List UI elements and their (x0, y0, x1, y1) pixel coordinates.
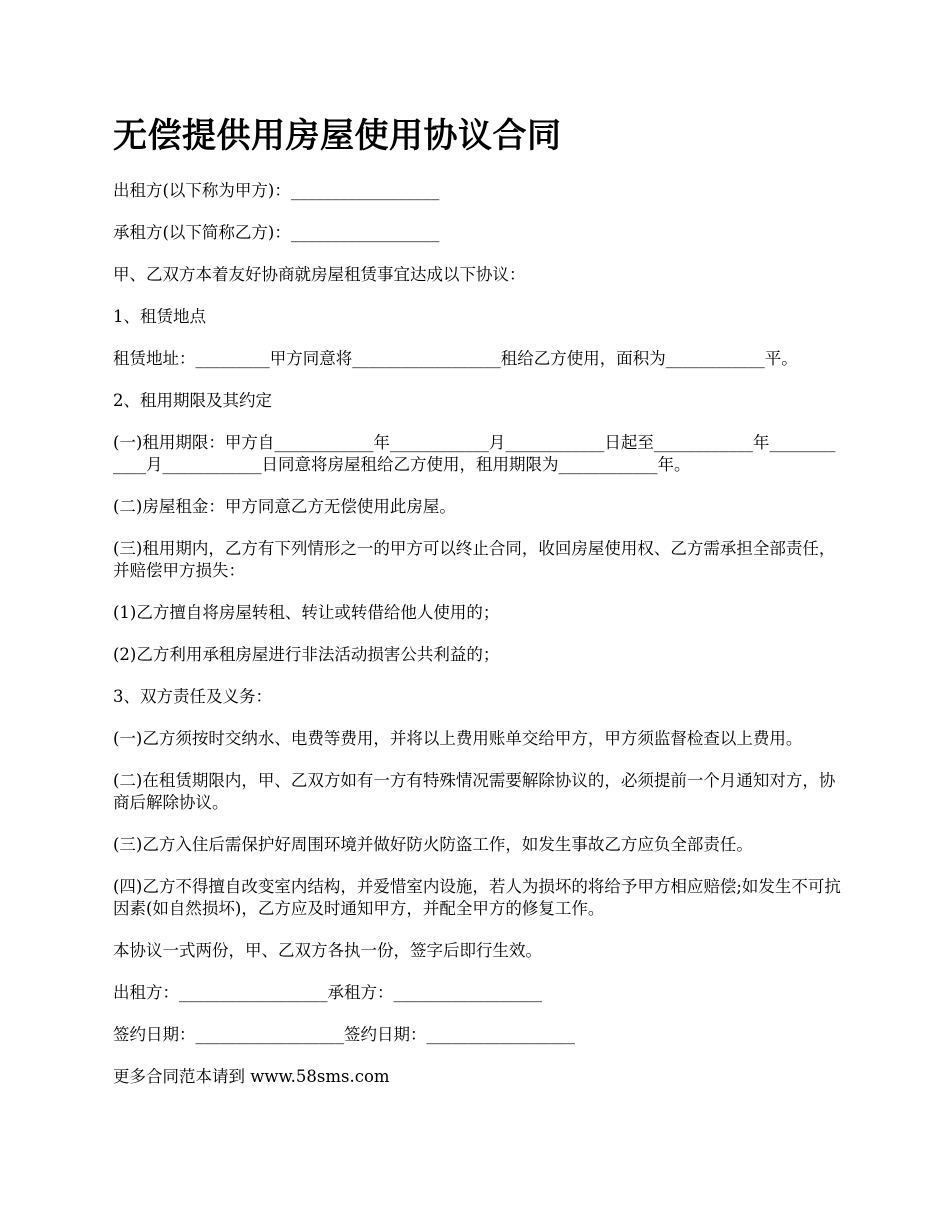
document-title: 无偿提供用房屋使用协议合同 (113, 116, 562, 156)
effectiveness-clause: 本协议一式两份，甲、乙双方各执一份，签字后即行生效。 (113, 941, 542, 960)
footer-more-templates: 更多合同范本请到 www.58sms.com (113, 1067, 390, 1086)
duty-clause-2: (二)在租赁期限内，甲、乙双方如有一方有特殊情况需要解除协议的，必须提前一个月通知对方，协商后解除协议。 (113, 771, 836, 812)
lessor-line: 出租方(以下称为甲方)：__________________ (113, 181, 440, 200)
termination-item-1: (1)乙方擅自将房屋转租、转让或转借给他人使用的； (113, 603, 500, 622)
section-heading-term: 2、租用期限及其约定 (113, 391, 272, 410)
section-heading-location: 1、租赁地点 (113, 307, 206, 326)
document-page (113, 112, 843, 1088)
term-period-clause: (一)租用期限：甲方自____________年____________月____________日起至____________年____________月____________日同意将房屋租给乙方使用，租用期限为____________年。 (113, 433, 836, 474)
signing-date-line: 签约日期：__________________签约日期：__________________ (113, 1025, 575, 1044)
duty-clause-4: (四)乙方不得擅自改变室内结构，并爱惜室内设施，若人为损坏的将给予甲方相应赔偿;如发生不可抗因素(如自然损坏)，乙方应及时通知甲方，并配全甲方的修复工作。 (113, 877, 841, 918)
duty-clause-1: (一)乙方须按时交纳水、电费等费用，并将以上费用账单交给甲方，甲方须监督检查以上费用。 (113, 729, 803, 748)
section-heading-duties: 3、双方责任及义务： (113, 687, 272, 706)
signature-line: 出租方：__________________承租方：__________________ (113, 983, 542, 1002)
termination-item-2: (2)乙方利用承租房屋进行非法活动损害公共利益的； (113, 645, 500, 664)
lessee-line: 承租方(以下简称乙方)：__________________ (113, 223, 440, 242)
duty-clause-3: (三)乙方入住后需保护好周围环境并做好防火防盗工作，如发生事故乙方应负全部责任。 (113, 835, 753, 854)
agreement-intro: 甲、乙双方本着友好协商就房屋租赁事宜达成以下协议： (113, 265, 526, 284)
rental-address-clause: 租赁地址：_________甲方同意将__________________租给乙方使用，面积为____________平。 (113, 349, 798, 368)
termination-clause: (三)租用期内，乙方有下列情形之一的甲方可以终止合同，收回房屋使用权、乙方需承担全部责任，并赔偿甲方损失： (113, 539, 836, 580)
rent-clause: (二)房屋租金：甲方同意乙方无偿使用此房屋。 (113, 497, 456, 516)
